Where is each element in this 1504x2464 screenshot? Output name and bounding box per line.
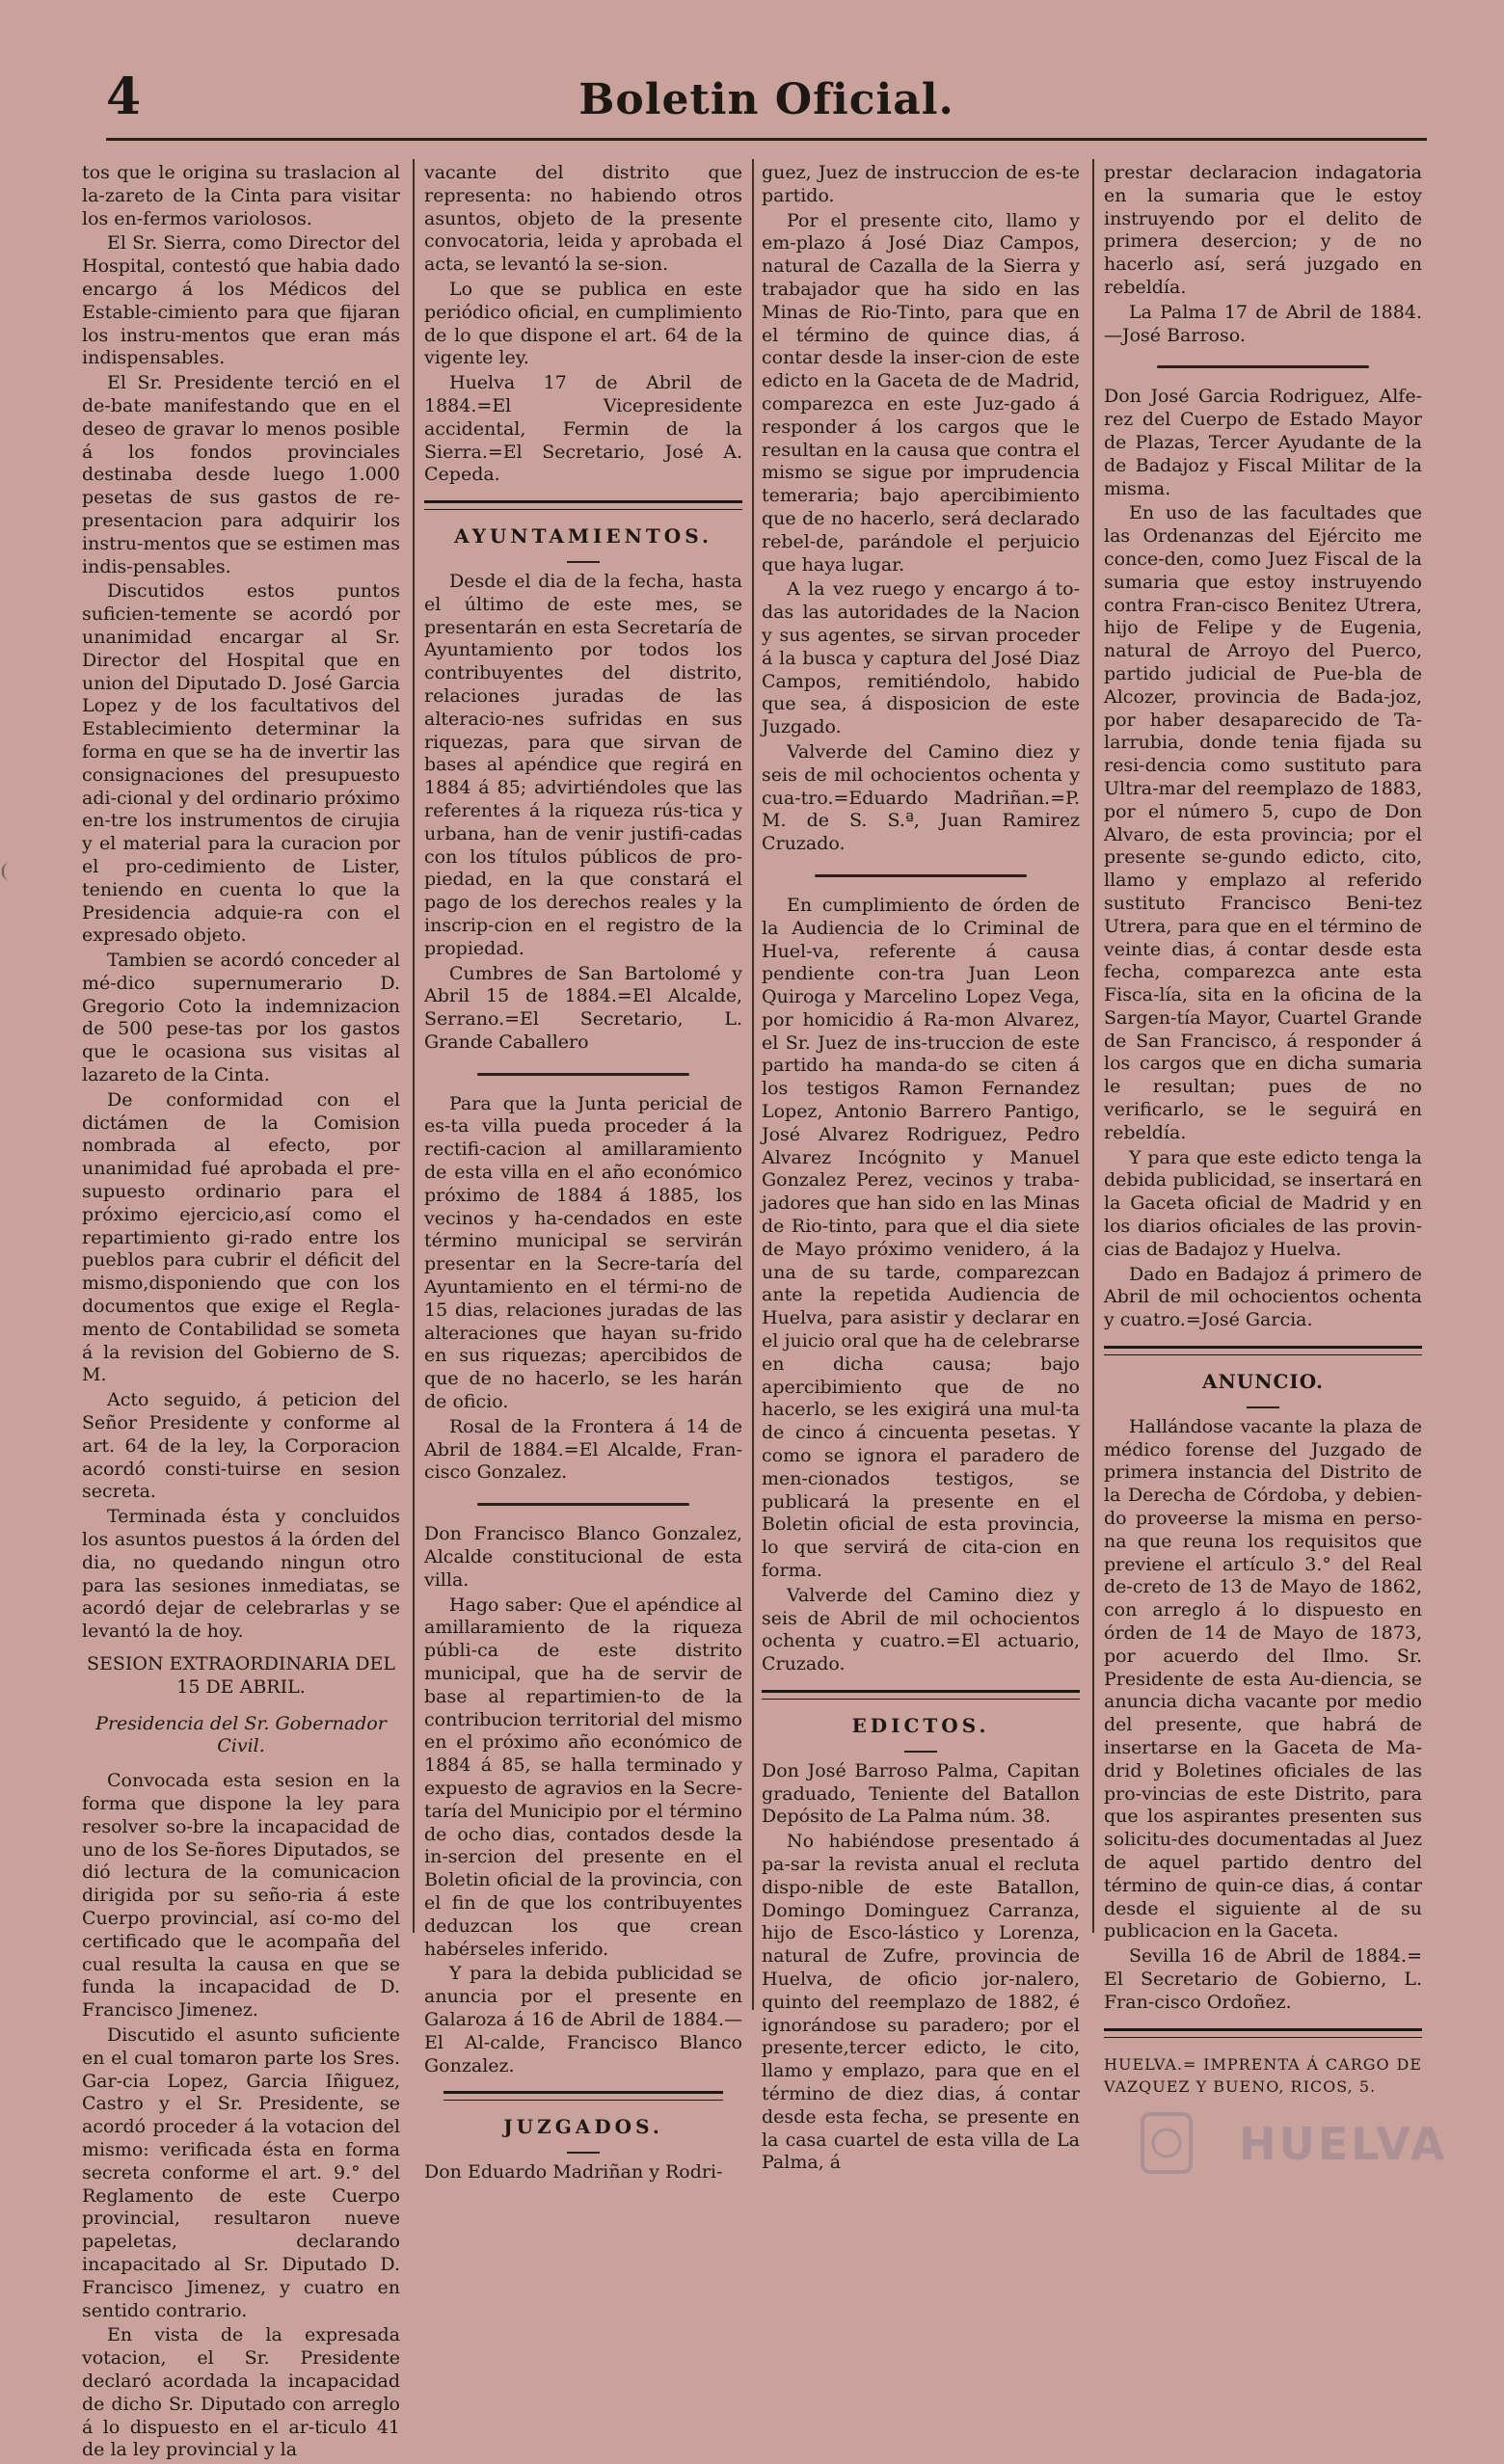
paragraph: Por el presente cito, llamo y em-plazo á José Diaz Campos, natural de Cazalla de la Sierra y trabajador que ha sido en las Minas de Rio-Tinto, para que en el término de quince dias, á contar desde la inser-cion de este edicto en la Gaceta de de Madrid, comparezca en este Juz-gado á responder á los cargos que le resultan en la causa que contra el mismo se sigue por imprudencia temeraria; bajo apercibimiento que de no hacerlo, será declarado rebel-de, parándole el perjuicio que haya lugar. (762, 209, 1080, 576)
separator-ornament (424, 1496, 742, 1512)
dash-ornament (762, 1742, 1080, 1753)
paragraph: Don José Garcia Rodriguez, Alfe-rez del Cuerpo de Estado Mayor de Plazas, Tercer Ayudante de la de Badajoz y Fiscal Militar de la misma. (1104, 386, 1422, 499)
paragraph: Tambien se acordó conceder al mé-dico supernumerario D. Gregorio Coto la indemnizacion de 500 pese-tas por los gastos que le ocasiona sus visitas al lazareto de la Cinta. (82, 950, 400, 1086)
column-1 (82, 162, 400, 2464)
paragraph: Discutidos estos puntos suficien-temente se acordó por unanimidad encargar al Sr. Director del Hospital que en union del Diputado D. José Garcia Lopez y de los facultativos del Establecimiento determinar la forma en que se ha de invertir las consignaciones del presupuesto adi-cional y del ordinario próximo en-tre los instrumentos de cirujia y el material para la curacion por el pro-cedimiento de Lister, teniendo en cuenta lo que la Presidencia adquie-ra con el expresado objeto. (82, 580, 400, 947)
section-rule (424, 500, 742, 510)
separator-ornament (424, 1066, 742, 1082)
page-number: 4 (106, 67, 142, 126)
paragraph: Desde el dia de la fecha, hasta el último de este mes, se presentarán en esta Secretaría de Ayuntamiento por todos los contribuyentes del distrito, relaciones juradas de las alteracio-nes sufridas en sus riquezas, para que sirvan de bases al apéndice que regirá en 1884 á 85; advirtiéndoles que las referentes á la riqueza rús-tica y urbana, han de venir justifi-cadas con los títulos públicos de pro-piedad, en la que constará el pago de los derechos reales y la inscrip-cion en el registro de la propiedad. (424, 570, 742, 959)
paragraph: El Sr. Presidente terció en el de-bate manifestando que en el deseo de gravar lo menos posible á los fondos provinciales destinaba desde luego 1.000 pesetas de sus gastos de re-presentacion para adquirir los instru-mentos que se estimen mas indis-pensables. (82, 372, 400, 577)
section-rule (1104, 1346, 1422, 1355)
paragraph: Valverde del Camino diez y seis de Abril de mil ochocientos ochenta y cuatro.=El actuario, Cruzado. (762, 1584, 1080, 1675)
paragraph: guez, Juez de instruccion de es-te partido. (762, 162, 1080, 206)
paragraph: Y para que este edicto tenga la debida publicidad, se insertará en la Gaceta oficial de Madrid y en los diarios oficiales de las provin-cias de Badajoz y Huelva. (1104, 1146, 1422, 1260)
printer-imprint: HUELVA.= IMPRENTA Á CARGO DE VAZQUEZ Y BUENO, RICOS, 5. (1104, 2054, 1422, 2097)
paragraph: Para que la Junta pericial de es-ta villa pueda proceder á la rectifi-cacion al amillaramiento de esta villa en el año económico próximo de 1884 á 1885, los vecinos y ha-cendados en este término municipal se servirán presentar en la Secre-taría del Ayuntamiento en el térmi-no de 15 dias, relaciones juradas de las alteraciones que hayan su-frido en sus riquezas; apercibidos de que de no hacerlo, se les harán de oficio. (424, 1092, 742, 1413)
presidency-heading: Presidencia del Sr. Gobernador Civil. (95, 1712, 387, 1757)
paragraph: Don Eduardo Madriñan y Rodri- (424, 2161, 723, 2183)
section-rule (1104, 2028, 1422, 2038)
paragraph: Y para la debida publicidad se anuncia por el presente en Galaroza á 16 de Abril de 1884.—El Al-calde, Francisco Blanco Gonzalez. (424, 1963, 742, 2076)
paragraph: vacante del distrito que representa: no habiendo otros asuntos, objeto de la presente convocatoria, leida y aprobada el acta, se levantó la se-sion. (424, 162, 742, 276)
paragraph: Don Francisco Blanco Gonzalez, Alcalde constitucional de esta villa. (424, 1523, 742, 1591)
dash-ornament (424, 552, 742, 563)
section-rule (443, 2091, 723, 2101)
paragraph: De conformidad con el dictámen de la Comision nombrada al efecto, por unanimidad fué aprobada el pre-supuesto ordinario para el próximo ejercicio,así como el repartimiento gi-rado entre los pueblos para cubrir el déficit del mismo,disponiendo que con los documentos que exige el Regla-mento de Contabilidad se someta á la revision del Gobierno de S. M. (82, 1088, 400, 1386)
paragraph: Valverde del Camino diez y seis de mil ochocientos ochenta y cua-tro.=Eduardo Madriñan.=P. M. de S. S.ª, Juan Ramirez Cruzado. (762, 740, 1080, 855)
column-3 (762, 162, 1080, 2177)
paragraph: Hago saber: Que el apéndice al amillaramiento de la riqueza públi-ca de este distrito municipal, que ha de servir de base al repartimien-to de la contribucion territorial del mismo en el próximo año económico de 1884 á 85, se halla terminado y expuesto de agravios en la Secre-taría del Municipio por el término de ocho dias, contados desde la in-sercion del presente en el Boletin oficial de la provincia, con el fin de que los contribuyentes deduzcan los que crean habérseles inferido. (424, 1594, 742, 1960)
section-rule (762, 1690, 1080, 1700)
stamp-text: HUELVA (1239, 2118, 1448, 2170)
paragraph: El Sr. Sierra, como Director del Hospital, contestó que habia dado encargo á los Médicos del Estable-cimiento para que fijaran los instru-mentos que eran más indispensables. (82, 232, 400, 369)
paragraph: Don José Barroso Palma, Capitan graduado, Teniente del Batallon Depósito de La Palma núm. 38. (762, 1759, 1080, 1828)
paragraph: La Palma 17 de Abril de 1884. —José Barroso. (1104, 301, 1422, 346)
column-divider (752, 159, 754, 2010)
paragraph: Huelva 17 de Abril de 1884.=El Vicepresidente accidental, Fermin de la Sierra.=El Secretario, José A. Cepeda. (424, 372, 742, 486)
header-rule (106, 138, 1427, 141)
column-4 (1104, 162, 1422, 2101)
paragraph: Terminada ésta y concluidos los asuntos puestos á la órden del dia, no quedando ningun otro para las sesiones inmediatas, se acordó dejar de celebrarlas y se levantó la de hoy. (82, 1506, 400, 1643)
column-divider (1092, 159, 1094, 1933)
paragraph: Convocada esta sesion en la forma que dispone la ley para resolver so-bre la incapacidad de uno de los Se-ñores Diputados, se dió lectura de la comunicacion dirigida por su seño-ria á este Cuerpo provincial, así co-mo del certificado que le acompaña del cual resulta la causa en que se funda la incapacidad de D. Francisco Jimenez. (82, 1770, 400, 2022)
paragraph: En uso de las facultades que las Ordenanzas del Ejército me conce-den, como Juez Fiscal de la sumaria que estoy instruyendo contra Fran-cisco Benitez Utrera, hijo de Felipe y de Eugenia, natural de Arroyo del Puerco, partido judicial de Pue-bla de Alcozer, provincia de Bada-joz, por haber desaparecido de Ta-larrubia, donde tenia fijada su resi-dencia como sustituto para Ultra-mar del reemplazo de 1883, por el número 5, cupo de Don Alvaro, de esta provincia; por el presente se-gundo edicto, cito, llamo y emplazo al referido sustituto Francisco Beni-tez Utrera, para que en el término de veinte dias, á contar desde esta fecha, comparezca ante esta Fisca-lía, sita en la oficina de la Sargen-tía Mayor, Cuartel Grande de San Francisco, á responder á los cargos que en dicha sumaria le resultan; pues de no verificarlo, se le seguirá en rebeldía. (1104, 502, 1422, 1143)
dash-ornament (424, 2143, 742, 2154)
paragraph: Sevilla 16 de Abril de 1884.= El Secretario de Gobierno, L. Fran-cisco Ordoñez. (1104, 1945, 1422, 2013)
paragraph: tos que le origina su traslacion al la-zareto de la Cinta para visitar los en-fermos variolosos. (82, 162, 400, 229)
paragraph: No habiéndose presentado á pa-sar la revista anual el recluta dispo-nible de este Batallon, Domingo Dominguez Carranza, hijo de Esco-lástico y Lorenza, natural de Zufre, provincia de Huelva, de oficio jor-nalero, quinto del reemplazo de 1882, é ignorándose su paradero; por el presente,tercer edicto, le cito, llamo y emplazo, para que en el término de diez dias, á contar desde esta fecha, se presente en la casa cuartel de esta villa de La Palma, á (762, 1831, 1080, 2174)
page-header (106, 67, 1427, 145)
paragraph: Hallándose vacante la plaza de médico forense del Juzgado de primera instancia del Distrito de la Derecha de Córdoba, y debien-do proveerse la misma en perso-na que reuna los requisitos que previene el artículo 3.° del Real de-creto de 13 de Mayo de 1862, con arreglo á lo dispuesto en órden de 14 de Mayo de 1873, por acuerdo del Ilmo. Sr. Presidente de esta Au-diencia, se anuncia dicha vacante por medio del presente, que habrá de insertarse en la Gaceta de Ma-drid y Boletines oficiales de las pro-vincias de este Distrito, para que los aspirantes presenten sus solicitu-des documentadas al Juez de aquel partido dentro del término de quin-ce dias, á contar desde el siguiente al de su publicacion en la Gaceta. (1104, 1415, 1422, 1942)
paragraph: Lo que se publica en este periódico oficial, en cumplimiento de lo que dispone el art. 64 de la vigente ley. (424, 278, 742, 369)
paragraph: Cumbres de San Bartolomé y Abril 15 de 1884.=El Alcalde, Serrano.=El Secretario, L. Grande Caballero (424, 962, 742, 1053)
paragraph: Dado en Badajoz á primero de Abril de mil ochocientos ochenta y cuatro.=José Garcia. (1104, 1263, 1422, 1331)
paragraph: Discutido el asunto suficiente en el cual tomaron parte los Sres. Gar-cia Lopez, Garcia Iñiguez, Castro y el Sr. Presidente, se acordó proceder á la votacion del mismo: verificada ésta en forma secreta conforme el art. 9.° del Reglamento de este Cuerpo provincial, resultaron nueve papeletas, declarando incapacitado al Sr. Diputado D. Francisco Jimenez, y cuatro en sentido contrario. (82, 2023, 400, 2321)
section-heading-ayuntamientos: AYUNTAMIENTOS. (454, 524, 712, 549)
column-divider (413, 159, 415, 1933)
page-title: Boletin Oficial. (578, 75, 954, 124)
margin-mark (2, 863, 17, 880)
column-2 (424, 162, 742, 2186)
library-stamp (1114, 2106, 1448, 2179)
separator-ornament (1104, 359, 1422, 374)
paragraph: Acto seguido, á peticion del Señor Presidente y conforme al art. 64 de la ley, la Corporacion acordó consti-tuirse en sesion secreta. (82, 1389, 400, 1503)
paragraph: Rosal de la Frontera á 14 de Abril de 1884.=El Alcalde, Fran-cisco Gonzalez. (424, 1415, 742, 1484)
session-title: SESION EXTRAORDINARIA DEL 15 DE ABRIL. (86, 1653, 395, 1698)
section-heading-anuncio: ANUNCIO. (1201, 1370, 1324, 1394)
separator-ornament (762, 868, 1080, 883)
dash-ornament (1104, 1398, 1422, 1408)
paragraph: prestar declaracion indagatoria en la sumaria que le estoy instruyendo por el delito de primera desercion; y de no hacerlo así, será juzgado en rebeldía. (1104, 162, 1422, 298)
paragraph: En cumplimiento de órden de la Audiencia de lo Criminal de Huel-va, referente á causa pendiente con-tra Juan Leon Quiroga y Marcelino Lopez Vega, por homicidio á Ra-mon Alvarez, el Sr. Juez de ins-truccion de este partido ha manda-do se citen á los testigos Ramon Fernandez Lopez, Antonio Barrero Pantigo, José Alvarez Rodriguez, Pedro Alvarez Incógnito y Manuel Gonzalez Perez, vecinos y traba-jadores que han sido en las Minas de Rio-tinto, para que el dia siete de Mayo próximo venidero, á la una de su tarde, comparezcan ante la repetida Audiencia de Huelva, para asistir y declarar en el juicio oral que ha de celebrarse en dicha causa; bajo apercibimiento que de no hacerlo, se les exigirá una mul-ta de cinco á cincuenta pesetas. Y como se ignora el paradero de men-cionados testigos, se publicará la presente en el Boletin oficial de esta provincia, lo que servirá de cita-cion en forma. (762, 894, 1080, 1582)
section-heading-juzgados: JUZGADOS. (503, 2115, 663, 2139)
section-heading-edictos: EDICTOS. (851, 1714, 990, 1737)
paragraph: En vista de la expresada votacion, el Sr. Presidente declaró acordada la incapacidad de dicho Sr. Diputado con arreglo á lo dispuesto en el ar-ticulo 41 de la ley provincial y la (82, 2324, 400, 2461)
paragraph: A la vez ruego y encargo á to-das las autoridades de la Nacion y sus agentes, se sirvan proceder á la busca y captura del José Diaz Campos, remitiéndolo, habido que sea, á disposicion de este Juzgado. (762, 578, 1080, 738)
crest-icon (1114, 2106, 1220, 2179)
